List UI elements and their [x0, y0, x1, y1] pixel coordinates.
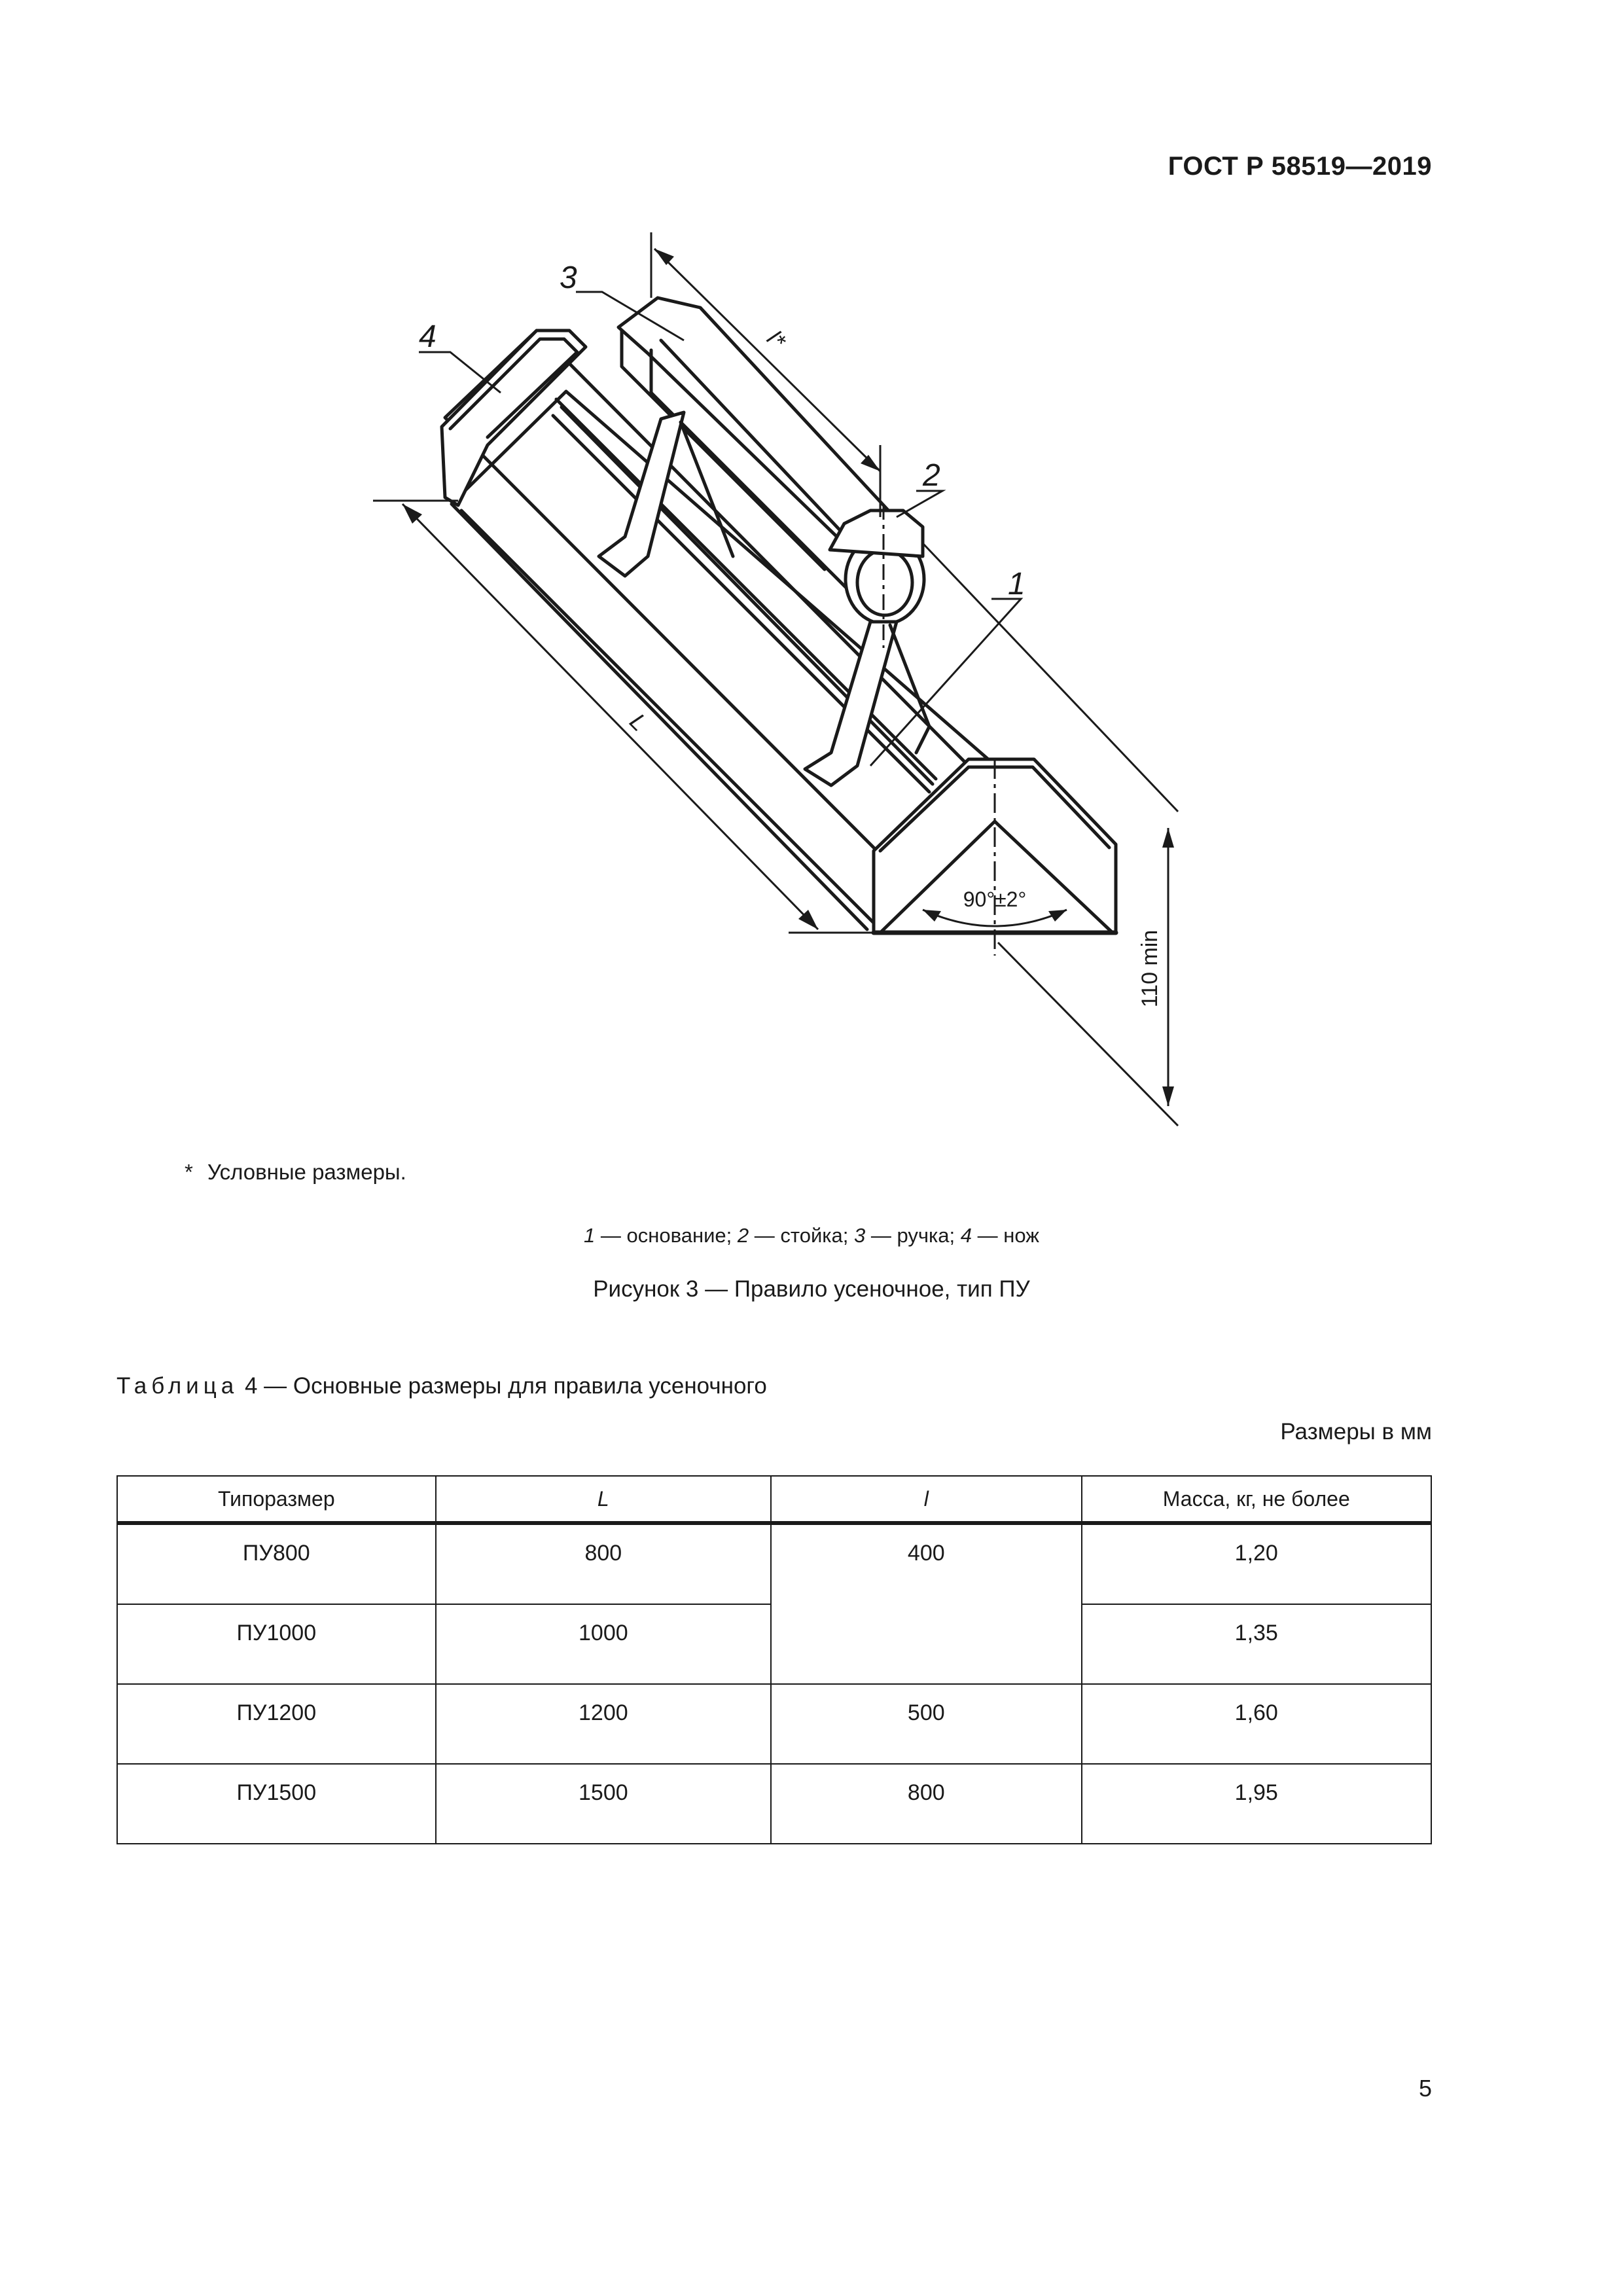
cell-length: 800 [436, 1523, 771, 1604]
legend-text-1: — основание; [595, 1224, 738, 1247]
rule-diagram [0, 216, 1623, 1152]
cell-size: ПУ800 [117, 1523, 436, 1604]
document-header: ГОСТ Р 58519—2019 [1168, 152, 1432, 181]
arrow-height-bottom [1162, 1086, 1174, 1106]
header-mass: Масса, кг, не более [1082, 1476, 1431, 1523]
legend-num-4: 4 [960, 1224, 972, 1247]
callout-4: 4 [419, 319, 437, 354]
cell-mass: 1,60 [1082, 1684, 1431, 1764]
cell-size: ПУ1200 [117, 1684, 436, 1764]
table-row [117, 1764, 1431, 1844]
cell-length: 1500 [436, 1764, 771, 1844]
arrow-handle-top [654, 249, 674, 265]
legend-num-2: 2 [737, 1224, 749, 1247]
table-title-text: 4 — Основные размеры для правила усеночного [238, 1373, 767, 1399]
legend-num-3: 3 [853, 1224, 866, 1247]
header-handle-length: l [771, 1476, 1081, 1523]
angle-label: 90°±2° [963, 888, 1027, 911]
callout-3: 3 [560, 260, 577, 295]
table-title-label: Таблица [116, 1373, 239, 1399]
figure-caption: Рисунок 3 — Правило усеночное, тип ПУ [593, 1276, 1030, 1302]
table-row [117, 1523, 1431, 1604]
dim-handle-label: l* [762, 325, 791, 355]
cell-size: ПУ1000 [117, 1604, 436, 1684]
arrow-height-top [1162, 828, 1174, 848]
cell-size: ПУ1500 [117, 1764, 436, 1844]
cell-length: 1200 [436, 1684, 771, 1764]
table-title [116, 1373, 767, 1399]
cell-mass: 1,35 [1082, 1604, 1431, 1684]
legend-text-4: — нож [971, 1224, 1039, 1247]
cell-handle-length: 400 [771, 1523, 1081, 1684]
dim-length-label: L [624, 708, 653, 736]
cell-length: 1000 [436, 1604, 771, 1684]
cell-handle-length: 800 [771, 1764, 1081, 1844]
cell-mass: 1,95 [1082, 1764, 1431, 1844]
figure-legend [0, 1224, 1623, 1247]
leader-2 [897, 491, 942, 517]
table-header-row [117, 1476, 1431, 1523]
cell-handle-length: 500 [771, 1684, 1081, 1764]
cell-mass: 1,20 [1082, 1523, 1431, 1604]
arrow-handle-bottom [861, 455, 880, 471]
legend-text-2: — стойка; [749, 1224, 854, 1247]
callout-2: 2 [923, 458, 940, 493]
table-row [117, 1684, 1431, 1764]
dimension-note [185, 1160, 406, 1185]
legend-num-1: 1 [584, 1224, 596, 1247]
legend-text-3: — ручка; [865, 1224, 961, 1247]
page-number: 5 [1418, 2075, 1432, 2102]
header-size: Типоразмер [117, 1476, 436, 1523]
note-star: * [185, 1160, 193, 1184]
callout-1: 1 [1008, 567, 1026, 601]
table-units: Размеры в мм [1280, 1419, 1432, 1444]
figure-drawing [0, 216, 1623, 1152]
height-label: 110 min [1137, 929, 1162, 1008]
header-length: L [436, 1476, 771, 1523]
note-text: Условные размеры. [207, 1160, 406, 1184]
dimensions-table [116, 1475, 1432, 1844]
